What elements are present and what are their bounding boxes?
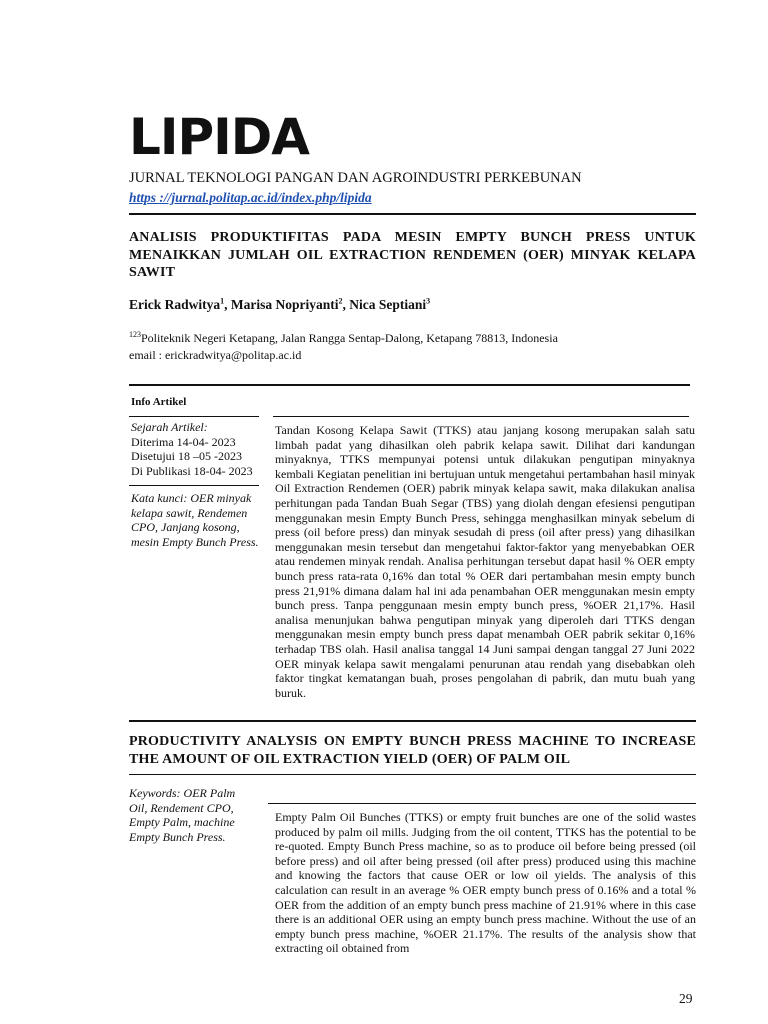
affiliation [129, 331, 558, 346]
history-label: Sejarah Artikel: [131, 420, 208, 434]
article-history [131, 420, 266, 478]
affiliation-sup: 123 [129, 330, 141, 339]
journal-subtitle: JURNAL TEKNOLOGI PANGAN DAN AGROINDUSTRI PERKEBUNAN [129, 170, 582, 186]
keywords-indonesian: Kata kunci: OER minyak kelapa sawit, Rendemen CPO, Janjang kosong, mesin Empty Bunch Press. [131, 491, 259, 549]
info-divider-top [129, 384, 690, 386]
history-divider [129, 485, 259, 486]
article-title-indonesian: ANALISIS PRODUKTIFITAS PADA MESIN EMPTY BUNCH PRESS UNTUK MENAIKKAN JUMLAH OIL EXTRACTION RENDEMEN (OER) MINYAK KELAPA SAWIT [129, 230, 696, 280]
section-divider [129, 720, 696, 722]
received-date: Diterima 14-04- 2023 [131, 434, 236, 449]
author-name: Erick Radwitya [129, 297, 221, 312]
author-sup: 1 [220, 296, 225, 306]
english-abstract-divider [268, 803, 696, 804]
author-name: Marisa Nopriyanti [230, 297, 339, 312]
info-divider-left [129, 416, 259, 417]
author-name: Nica Septiani [349, 297, 427, 312]
header-divider [129, 213, 696, 215]
published-date: Di Publikasi 18-04- 2023 [131, 463, 253, 478]
approved-date: Disetujui 18 –05 -2023 [131, 449, 242, 463]
author-sup: 2 [338, 296, 343, 306]
english-title-divider [129, 774, 696, 775]
author-sup: 3 [426, 296, 431, 306]
abstract-indonesian: Tandan Kosong Kelapa Sawit (TTKS) atau janjang kosong merupakan salah satu limbah padat yang dihasilkan oleh pabrik kelapa sawit. Dilihat dari kandungan minyaknya, TTKS mempunyai potensi untuk dilakukan pengutipan minyaknya kembali Kegiatan penelitian ini bertujuan untuk mengetahui pertambahan hasil minyak Oil Extraction Rendemen (OER) pabrik minyak kelapa sawit, maka dilakukan analisa perhitungan pada Tandan Buah Segar (TBS) yang diolah dengan efesiensi pengutipan menggunakan mesin Empty Bunch Press, sehingga menghasilkan minyak sebelum di press (oil before press) dan minyak sesudah di press (oil after press) yang dihasilkan menggunakan mesin tersebut dan mengetahui faktor-faktor yang menyebabkan OER atau rendemen minyak rendah. Analisa perhitungan tersebut dapat hasil % OER empty bunch press rata-rata 0,16% dan total % OER dari pertambahan mesin empty bunch press 21,91% dimana dalam hal ini ada penambahan OER menggunakan mesin empty bunch press. Tanpa penggunaan mesin empty bunch press, %OER 21,17%. Hasil analisa menunjukan bahwa pengutipan minyak yang diperoleh dari TTKS dengan menggunakan mesin empty bunch press dapat menambah OER pabrik sekitar 0,16% terhadap TBS olah. Hasil analisa tanggal 14 Juni sampai dengan tanggal 27 Juni 2022 OER minyak kelapa sawit mengalami penurunan atau rendah yang disebabkan oleh faktor tingkat kematangan buah, proses pengolahan di pabrik, dan mutu buah yang buruk. [275, 423, 695, 700]
article-title-english: PRODUCTIVITY ANALYSIS ON EMPTY BUNCH PRESS MACHINE TO INCREASE THE AMOUNT OF OIL EXTRACTION YIELD (OER) OF PALM OIL [129, 734, 696, 767]
abstract-divider-top [273, 416, 689, 417]
page-number: 29 [679, 991, 693, 1006]
keywords-english: Keywords: OER Palm Oil, Rendement CPO, Empty Palm, machine Empty Bunch Press. [129, 786, 236, 844]
journal-logo: LIPIDA [129, 108, 309, 166]
journal-url-link[interactable]: https ://jurnal.politap.ac.id/index.php/lipida [129, 190, 372, 205]
affiliation-text: Politeknik Negeri Ketapang, Jalan Rangga Sentap-Dalong, Ketapang 78813, Indonesia [141, 331, 558, 345]
author-list: Erick Radwitya$^1$, Marisa Nopriyanti$^2$, Nica Septiani$^3$ [129, 296, 431, 312]
author-email: email : erickradwitya@politap.ac.id [129, 348, 302, 362]
abstract-english: Empty Palm Oil Bunches (TTKS) or empty fruit bunches are one of the solid wastes produced by palm oil mills. Judging from the oil content, TTKS has the potential to be re-quoted. Empty Bunch Press machine, so as to produce oil before being pressed (oil before press) and oil after being pressed (oil after press) produced using this machine and knowing the factors that cause OER or low oil yields. The analysis of this calculation can result in an average % OER empty bunch press of 0.16% and a total % OER from the addition of an empty bunch press machine of 21.91% where in this case there is an additional OER using an empty bunch press machine. Without the use of an empty bunch press machine, %OER 21.17%. The results of the analysis show that extracting oil obtained from [275, 810, 696, 956]
info-label: Info Artikel [131, 396, 187, 408]
